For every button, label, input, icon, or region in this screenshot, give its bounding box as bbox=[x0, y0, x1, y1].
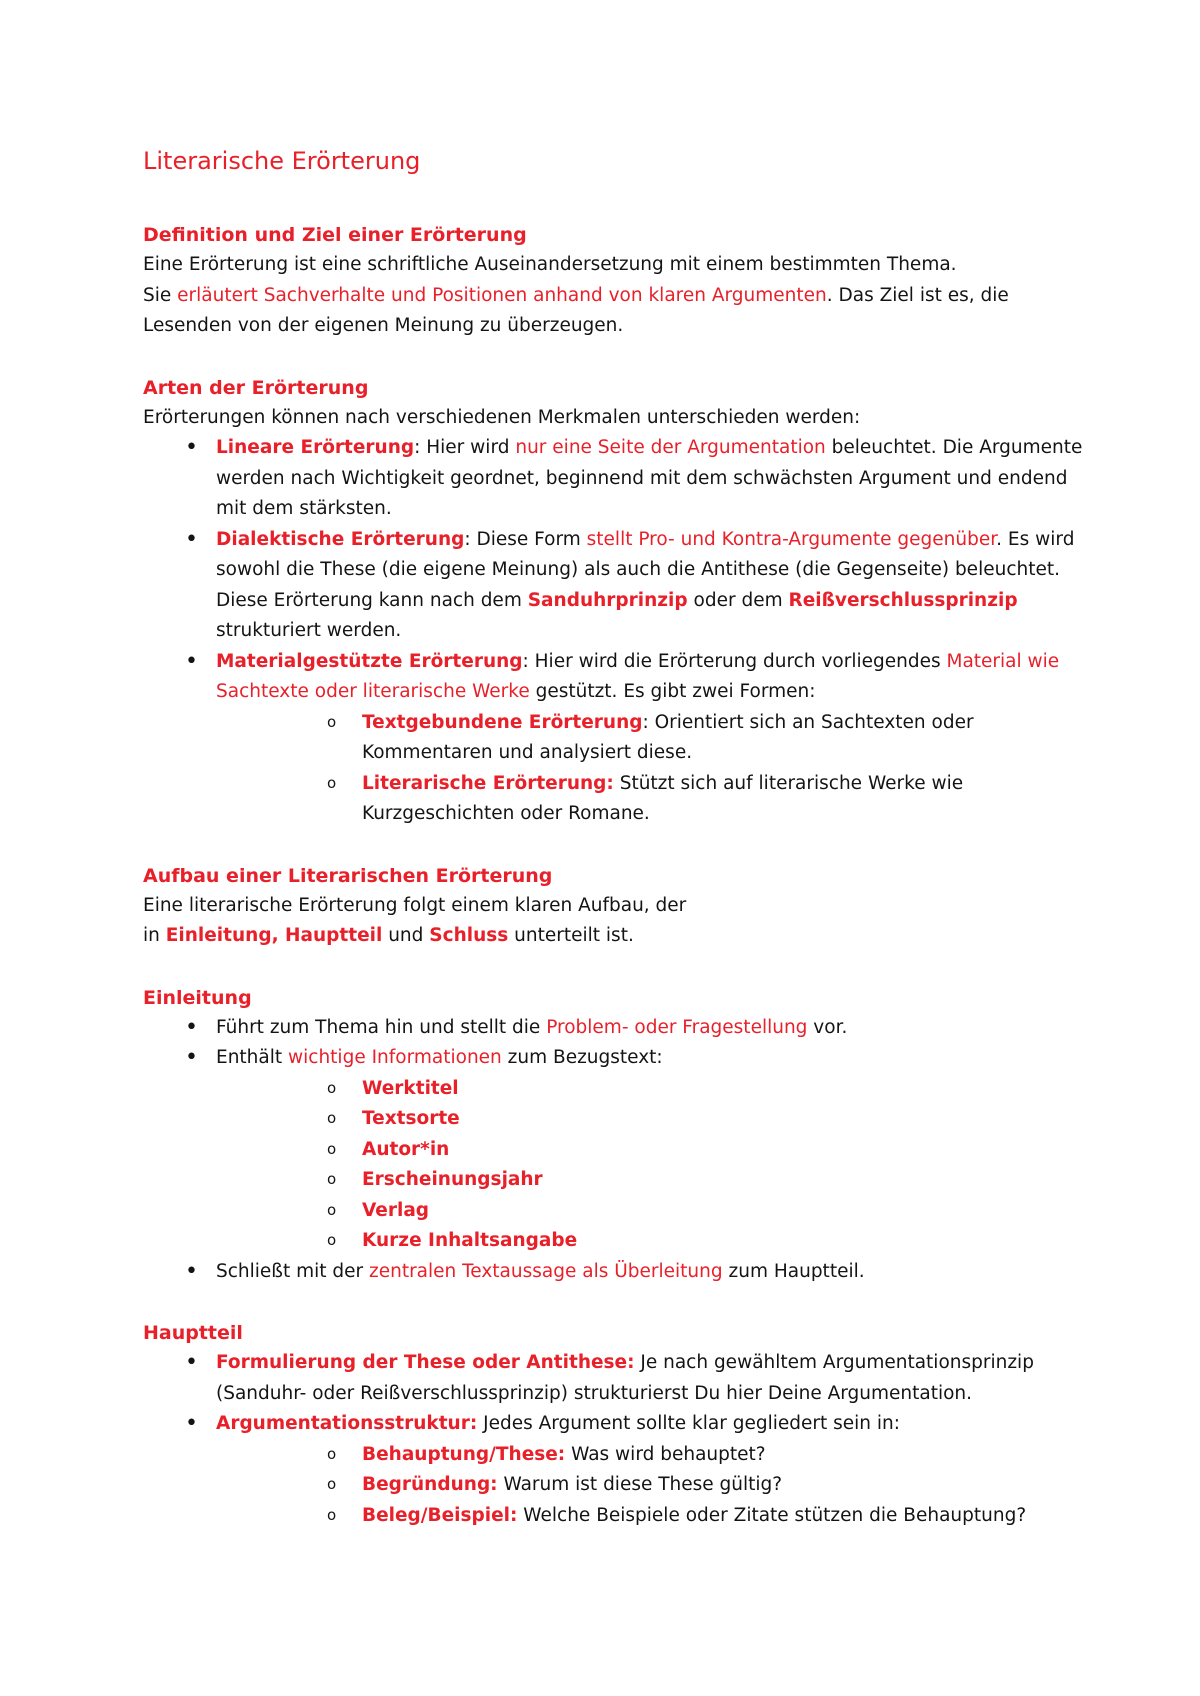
text: . Es wird sowohl die These (die eigene Meinung) als auch die Antithese (die Gegenseite) beleuchtet. Diese Erörterung kann nach dem bbox=[216, 528, 1075, 611]
term: Einleitung bbox=[165, 925, 272, 946]
sub-list-item bbox=[216, 1074, 1083, 1105]
sub-list-item bbox=[216, 1104, 1083, 1135]
highlight-text: stellt Pro- und Kontra-Argumente gegenüber bbox=[586, 528, 997, 550]
document-page bbox=[143, 144, 1083, 1562]
sub-list-item bbox=[216, 1226, 1083, 1257]
text: Eine Erörterung ist eine schriftliche Auseinandersetzung mit einem bestimmten Thema. bbox=[143, 254, 957, 275]
term: Hauptteil bbox=[285, 925, 383, 946]
term: Lineare Erörterung bbox=[216, 437, 415, 458]
highlight-text: zentralen Textaussage als Überleitung bbox=[369, 1260, 723, 1282]
sub-list-item bbox=[216, 1440, 1083, 1471]
text: beleuchtet. Die Argumente werden nach Wichtigkeit geordnet, beginnend mit dem schwächsten Argument und endend mit dem stärksten. bbox=[216, 437, 1083, 519]
term: Textgebundene Erörterung bbox=[362, 711, 643, 733]
sub-list-item bbox=[216, 769, 1083, 830]
term: Reißverschlussprinzip bbox=[788, 589, 1018, 611]
term: Erscheinungsjahr bbox=[362, 1169, 543, 1190]
section-heading: Aufbau einer Literarischen Erörterung bbox=[143, 864, 553, 887]
text: : Hier wird die Erörterung durch vorliegendes bbox=[522, 650, 947, 672]
term: Textsorte bbox=[362, 1108, 460, 1129]
section-types bbox=[143, 373, 1083, 830]
list-item bbox=[143, 1257, 1083, 1288]
text: Enthält bbox=[216, 1047, 289, 1068]
term: Beleg/Beispiel: bbox=[362, 1504, 518, 1526]
sub-list-item bbox=[216, 1196, 1083, 1227]
list-item bbox=[143, 1013, 1083, 1044]
term: Argumentationsstruktur: bbox=[216, 1413, 478, 1434]
list-item bbox=[143, 525, 1083, 647]
term: Kurze Inhaltsangabe bbox=[362, 1230, 578, 1251]
list-item bbox=[143, 1043, 1083, 1257]
text: Jedes Argument sollte klar gegliedert sein in: bbox=[477, 1413, 900, 1434]
section-heading: Hauptteil bbox=[143, 1322, 243, 1344]
term: Sanduhrprinzip bbox=[527, 589, 688, 611]
section-structure bbox=[143, 861, 1083, 952]
section-definition bbox=[143, 220, 1083, 342]
term: Verlag bbox=[362, 1199, 430, 1221]
document-title: Literarische Erörterung bbox=[143, 147, 421, 175]
section-heading: Arten der Erörterung bbox=[143, 376, 369, 399]
text: Eine literarische Erörterung folgt einem klaren Aufbau, der bbox=[143, 894, 687, 916]
section-heading: Einleitung bbox=[143, 986, 252, 1009]
text: strukturiert werden. bbox=[216, 620, 402, 641]
term: Behauptung/These: bbox=[362, 1443, 566, 1465]
text: : Orientiert sich an Sachtexten oder Kommentaren und analysiert diese. bbox=[362, 711, 974, 763]
list-item bbox=[143, 1348, 1083, 1409]
text: oder dem bbox=[687, 589, 789, 611]
list-item bbox=[143, 647, 1083, 830]
sub-list-item bbox=[216, 1470, 1083, 1501]
term: Begründung: bbox=[362, 1474, 498, 1495]
highlight-text: erläutert Sachverhalte und Positionen anhand von klaren Argumenten bbox=[177, 284, 827, 306]
text: Je nach gewähltem Argumentationsprinzip (Sanduhr- oder Reißverschlussprinzip) strukturierst Du hier Deine Argumentation. bbox=[216, 1352, 1034, 1404]
highlight-text: Material wie Sachtexte oder literarische Werke bbox=[216, 650, 1060, 702]
sub-list-item bbox=[216, 1501, 1083, 1532]
term: Formulierung der These oder Antithese: bbox=[216, 1352, 635, 1373]
text: Was wird behauptet? bbox=[565, 1443, 766, 1465]
sub-list-item bbox=[216, 1135, 1083, 1166]
text: zum Bezugstext: bbox=[501, 1047, 663, 1068]
text: Sie bbox=[143, 284, 178, 306]
sub-list-item bbox=[216, 1165, 1083, 1196]
text: . Das Ziel ist es, die Lesenden von der eigenen Meinung zu überzeugen. bbox=[143, 284, 1009, 336]
sub-list bbox=[216, 1074, 1083, 1257]
section-introduction bbox=[143, 983, 1083, 1288]
paragraph bbox=[143, 891, 1083, 952]
text: , bbox=[271, 925, 286, 946]
text: : Diese Form bbox=[464, 528, 587, 550]
text: zum Hauptteil. bbox=[722, 1260, 865, 1282]
text: in bbox=[143, 925, 166, 946]
term: Materialgestützte Erörterung bbox=[216, 650, 523, 672]
bullet-list bbox=[143, 1348, 1083, 1531]
text: gestützt. Es gibt zwei Formen: bbox=[529, 681, 816, 702]
section-main-part bbox=[143, 1318, 1083, 1531]
text: Stützt sich auf literarische Werke wie Kurzgeschichten oder Romane. bbox=[362, 772, 964, 824]
text: : Hier wird bbox=[414, 437, 516, 458]
text: Schließt mit der bbox=[216, 1260, 369, 1282]
text: und bbox=[382, 925, 430, 946]
highlight-text: wichtige Informationen bbox=[288, 1047, 502, 1068]
term: Schluss bbox=[429, 925, 509, 946]
sub-list-item bbox=[216, 708, 1083, 769]
text: unterteilt ist. bbox=[508, 925, 634, 946]
text: Führt zum Thema hin und stellt die bbox=[216, 1016, 547, 1038]
term: Literarische Erörterung: bbox=[362, 772, 614, 794]
paragraph bbox=[143, 250, 1083, 342]
sub-list bbox=[216, 1440, 1083, 1532]
highlight-text: Problem- oder Fragestellung bbox=[546, 1016, 808, 1038]
list-item bbox=[143, 433, 1083, 525]
term: Autor*in bbox=[362, 1138, 450, 1160]
paragraph: Erörterungen können nach verschiedenen Merkmalen unterschieden werden: bbox=[143, 406, 861, 428]
term: Werktitel bbox=[362, 1077, 459, 1099]
sub-list bbox=[216, 708, 1083, 830]
term: Dialektische Erörterung bbox=[216, 528, 465, 550]
text: vor. bbox=[807, 1016, 848, 1038]
section-heading: Definition und Ziel einer Erörterung bbox=[143, 224, 527, 246]
bullet-list bbox=[143, 433, 1083, 830]
text: Warum ist diese These gültig? bbox=[497, 1474, 783, 1495]
bullet-list bbox=[143, 1013, 1083, 1288]
text: Welche Beispiele oder Zitate stützen die Behauptung? bbox=[517, 1504, 1027, 1526]
list-item bbox=[143, 1409, 1083, 1531]
highlight-text: nur eine Seite der Argumentation bbox=[515, 437, 826, 458]
